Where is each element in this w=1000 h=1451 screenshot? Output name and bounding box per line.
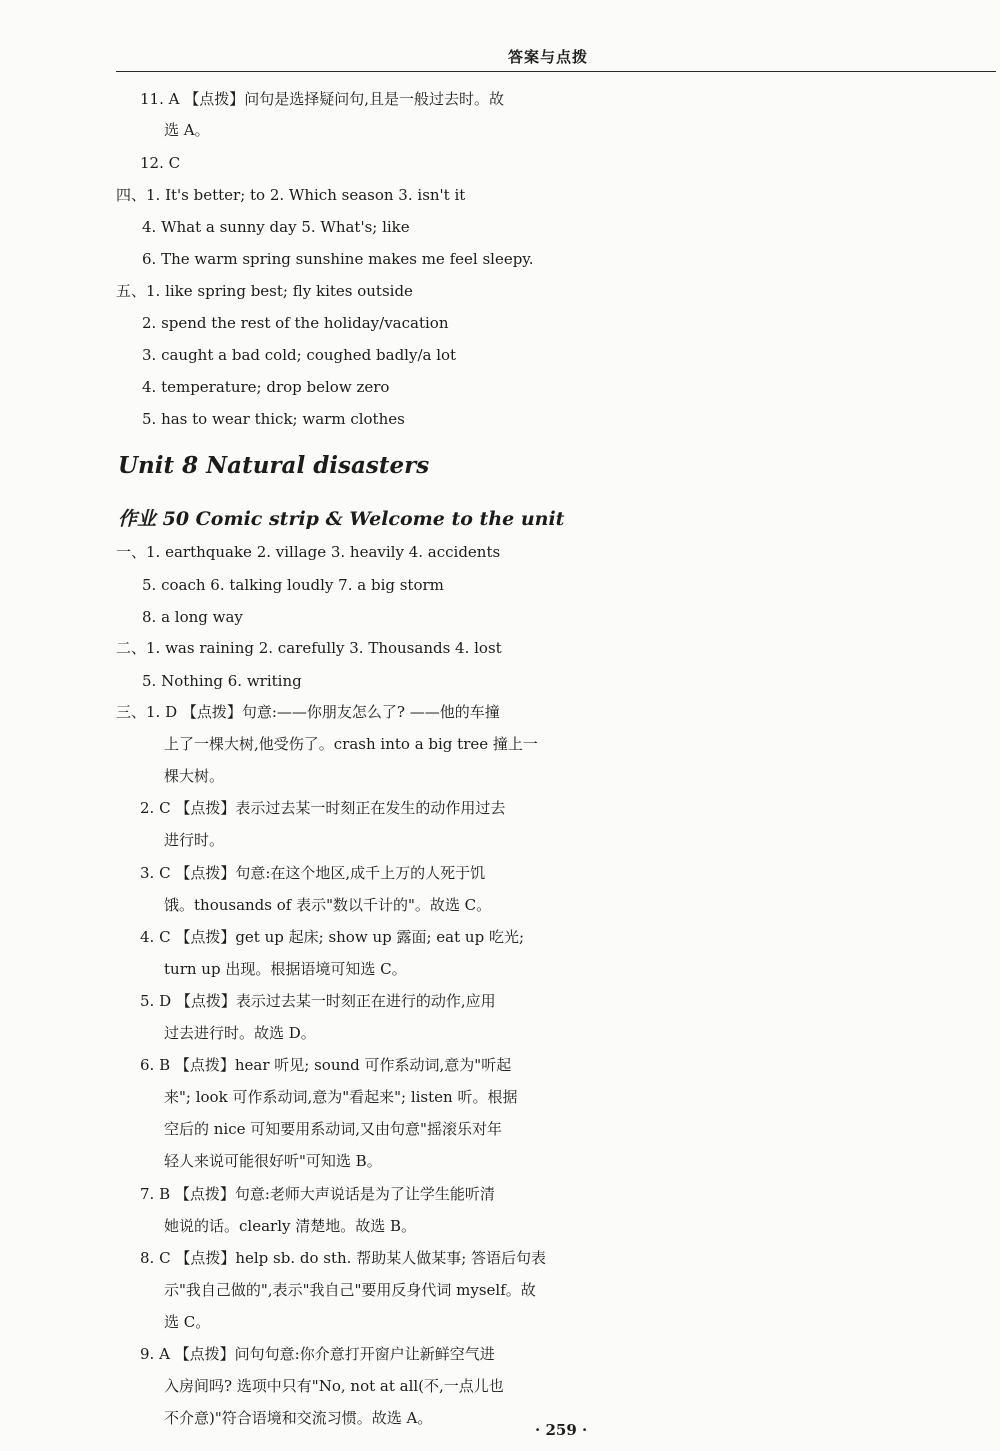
answer-line: 来"; look 可作系动词,意为"看起来"; listen 听。根据	[164, 1088, 518, 1106]
answer-line: 轻人来说可能很好听"可知选 B。	[164, 1152, 382, 1170]
answer-line: 选 C。	[164, 1313, 211, 1331]
answer-line: 示"我自己做的",表示"我自己"要用反身代词 myself。故	[164, 1281, 536, 1299]
header-rule	[116, 71, 996, 72]
page-number: · 259 ·	[535, 1421, 588, 1439]
answer-line: 2. spend the rest of the holiday/vacation	[142, 314, 449, 332]
answer-line: 五、1. like spring best; fly kites outside	[116, 282, 413, 300]
answer-line: 3. C 【点拨】句意:在这个地区,成千上万的人死于饥	[140, 864, 486, 882]
answer-line: 选 A。	[164, 121, 210, 139]
answer-line: 3. caught a bad cold; coughed badly/a lot	[142, 346, 457, 364]
answer-line: 她说的话。clearly 清楚地。故选 B。	[164, 1217, 417, 1235]
answer-line: 不介意)"符合语境和交流习惯。故选 A。	[164, 1409, 433, 1427]
answer-line: 4. C 【点拨】get up 起床; show up 露面; eat up 吃光;	[140, 928, 525, 946]
answer-line: turn up 出现。根据语境可知选 C。	[164, 960, 407, 978]
answer-line: 5. coach 6. talking loudly 7. a big storm	[142, 576, 444, 594]
answer-line: 过去进行时。故选 D。	[164, 1024, 316, 1042]
answer-line: 4. What a sunny day 5. What's; like	[142, 218, 410, 236]
answer-line: 6. B 【点拨】hear 听见; sound 可作系动词,意为"听起	[140, 1056, 512, 1074]
answer-line: 三、1. D 【点拨】句意:——你朋友怎么了? ——他的车撞	[116, 703, 500, 721]
answer-line: 11. A 【点拨】问句是选择疑问句,且是一般过去时。故	[140, 90, 504, 108]
homework-heading: 作业 50 Comic strip & Welcome to the unit	[118, 508, 565, 530]
answer-line: 空后的 nice 可知要用系动词,又由句意"摇滚乐对年	[164, 1120, 502, 1138]
answer-line: 5. D 【点拨】表示过去某一时刻正在进行的动作,应用	[140, 992, 496, 1010]
answer-line: 4. temperature; drop below zero	[142, 378, 390, 396]
answer-line: 上了一棵大树,他受伤了。crash into a big tree 撞上一	[164, 735, 538, 753]
answer-line: 8. a long way	[142, 608, 243, 626]
answer-line: 6. The warm spring sunshine makes me feel sleepy.	[142, 250, 534, 268]
answer-line: 棵大树。	[164, 767, 225, 785]
answer-line: 5. Nothing 6. writing	[142, 672, 302, 690]
answer-line: 一、1. earthquake 2. village 3. heavily 4. accidents	[116, 543, 501, 561]
answer-line: 7. B 【点拨】句意:老师大声说话是为了让学生能听清	[140, 1185, 495, 1203]
answer-line: 2. C 【点拨】表示过去某一时刻正在发生的动作用过去	[140, 799, 506, 817]
answer-line: 入房间吗? 选项中只有"No, not at all(不,一点儿也	[164, 1377, 504, 1395]
unit-heading: Unit 8 Natural disasters	[118, 452, 430, 479]
answer-line: 12. C	[140, 154, 181, 172]
answer-line: 饿。thousands of 表示"数以千计的"。故选 C。	[164, 896, 492, 914]
answer-line: 进行时。	[164, 831, 225, 849]
answer-line: 8. C 【点拨】help sb. do sth. 帮助某人做某事; 答语后句表	[140, 1249, 547, 1267]
header-title: 答案与点拨	[508, 48, 589, 66]
answer-line: 5. has to wear thick; warm clothes	[142, 410, 405, 428]
answer-line: 二、1. was raining 2. carefully 3. Thousands 4. lost	[116, 639, 502, 657]
answer-line: 四、1. It's better; to 2. Which season 3. isn't it	[116, 186, 466, 204]
answer-line: 9. A 【点拨】问句句意:你介意打开窗户让新鲜空气进	[140, 1345, 495, 1363]
page-header	[0, 44, 1000, 74]
